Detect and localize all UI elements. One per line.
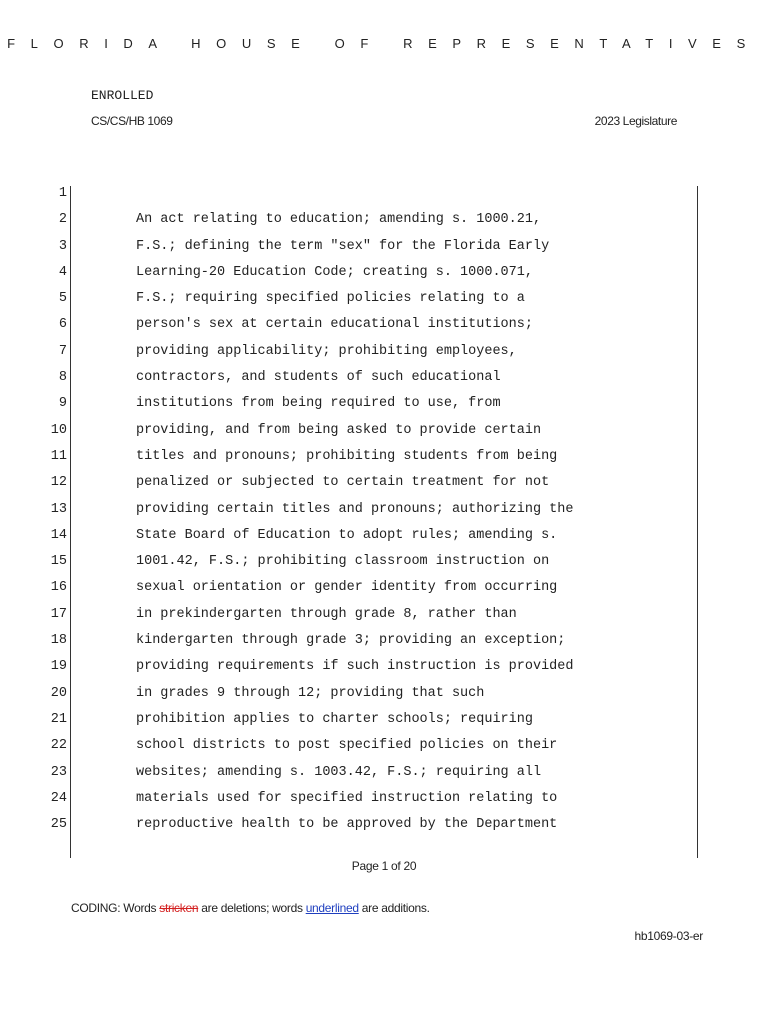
bill-line bbox=[0, 681, 768, 707]
line-number: 12 bbox=[50, 475, 67, 491]
coding-stricken-sample: stricken bbox=[159, 901, 199, 915]
line-text: institutions from being required to use, from bbox=[136, 396, 501, 412]
line-text: in grades 9 through 12; providing that such bbox=[136, 685, 485, 701]
line-number: 13 bbox=[50, 501, 67, 517]
line-text: Learning-20 Education Code; creating s. 1000.071, bbox=[136, 264, 533, 280]
bill-id: CS/CS/HB 1069 bbox=[91, 114, 173, 128]
line-text: contractors, and students of such educational bbox=[136, 370, 501, 386]
line-number: 20 bbox=[50, 685, 67, 701]
bill-line bbox=[0, 812, 768, 838]
bill-line bbox=[0, 549, 768, 575]
line-text: prohibition applies to charter schools; requiring bbox=[136, 711, 533, 727]
bill-line bbox=[0, 575, 768, 601]
bill-line bbox=[0, 339, 768, 365]
line-number: 10 bbox=[50, 422, 67, 438]
line-text: providing certain titles and pronouns; authorizing the bbox=[136, 501, 574, 517]
line-number: 1 bbox=[58, 186, 67, 201]
legislative-session: 2023 Legislature bbox=[594, 114, 677, 128]
bill-line bbox=[0, 234, 768, 260]
bill-line bbox=[0, 760, 768, 786]
line-number: 14 bbox=[50, 527, 67, 543]
line-text: providing applicability; prohibiting employees, bbox=[136, 343, 517, 359]
line-number: 18 bbox=[50, 633, 67, 649]
chamber-header: FLORIDA HOUSE OF REPRESENTATIVES bbox=[7, 36, 761, 51]
bill-line bbox=[0, 733, 768, 759]
line-number: 19 bbox=[50, 659, 67, 675]
coding-middle: are deletions; words bbox=[198, 901, 306, 915]
bill-line bbox=[0, 523, 768, 549]
line-number: 4 bbox=[58, 264, 67, 280]
bill-line bbox=[0, 786, 768, 812]
line-number: 8 bbox=[58, 370, 67, 386]
bill-line bbox=[0, 444, 768, 470]
line-text: kindergarten through grade 3; providing an exception; bbox=[136, 633, 566, 649]
line-number: 5 bbox=[58, 291, 67, 307]
line-text: An act relating to education; amending s. 1000.21, bbox=[136, 212, 542, 228]
line-text: providing, and from being asked to provide certain bbox=[136, 422, 542, 438]
bill-line bbox=[0, 418, 768, 444]
coding-legend bbox=[71, 901, 430, 915]
line-number: 6 bbox=[58, 317, 67, 333]
line-number: 21 bbox=[50, 711, 67, 727]
bill-line bbox=[0, 312, 768, 338]
bill-line bbox=[0, 260, 768, 286]
line-text: materials used for specified instruction relating to bbox=[136, 790, 558, 806]
line-number: 9 bbox=[58, 396, 67, 412]
line-number: 15 bbox=[50, 554, 67, 570]
line-text: providing requirements if such instruction is provided bbox=[136, 659, 574, 675]
line-number: 24 bbox=[50, 790, 67, 806]
line-text: sexual orientation or gender identity from occurring bbox=[136, 580, 558, 596]
coding-suffix: are additions. bbox=[358, 901, 430, 915]
line-number: 16 bbox=[50, 580, 67, 596]
bill-line bbox=[0, 654, 768, 680]
bill-line bbox=[0, 207, 768, 233]
bill-line bbox=[0, 365, 768, 391]
line-text: titles and pronouns; prohibiting students from being bbox=[136, 448, 558, 464]
line-text: penalized or subjected to certain treatment for not bbox=[136, 475, 550, 491]
bill-line bbox=[0, 628, 768, 654]
line-text: person's sex at certain educational institutions; bbox=[136, 317, 533, 333]
line-number: 22 bbox=[50, 738, 67, 754]
line-number: 2 bbox=[58, 212, 67, 228]
line-number: 25 bbox=[50, 817, 67, 833]
bill-line bbox=[0, 497, 768, 523]
line-text: in prekindergarten through grade 8, rather than bbox=[136, 606, 517, 622]
line-text: 1001.42, F.S.; prohibiting classroom instruction on bbox=[136, 554, 550, 570]
page-number: Page 1 of 20 bbox=[351, 859, 417, 873]
line-number: 11 bbox=[50, 448, 67, 464]
line-text: school districts to post specified policies on their bbox=[136, 738, 558, 754]
bill-line bbox=[0, 602, 768, 628]
coding-prefix: CODING: Words bbox=[71, 901, 160, 915]
bill-line bbox=[0, 286, 768, 312]
bill-line bbox=[0, 391, 768, 417]
line-text: F.S.; requiring specified policies relating to a bbox=[136, 291, 525, 307]
line-text: reproductive health to be approved by the Department bbox=[136, 817, 558, 833]
enrolled-status: ENROLLED bbox=[91, 88, 154, 103]
line-number: 23 bbox=[50, 764, 67, 780]
bill-line bbox=[0, 707, 768, 733]
bill-text-lines bbox=[0, 181, 768, 838]
file-id: hb1069-03-er bbox=[634, 929, 703, 943]
line-number: 3 bbox=[58, 238, 67, 254]
line-text: websites; amending s. 1003.42, F.S.; requiring all bbox=[136, 764, 542, 780]
line-text: State Board of Education to adopt rules; amending s. bbox=[136, 527, 558, 543]
bill-line bbox=[0, 470, 768, 496]
line-number: 7 bbox=[58, 343, 67, 359]
coding-underlined-sample: underlined bbox=[305, 901, 359, 915]
bill-line bbox=[0, 181, 768, 207]
line-number: 17 bbox=[50, 606, 67, 622]
line-text: F.S.; defining the term "sex" for the Florida Early bbox=[136, 238, 550, 254]
